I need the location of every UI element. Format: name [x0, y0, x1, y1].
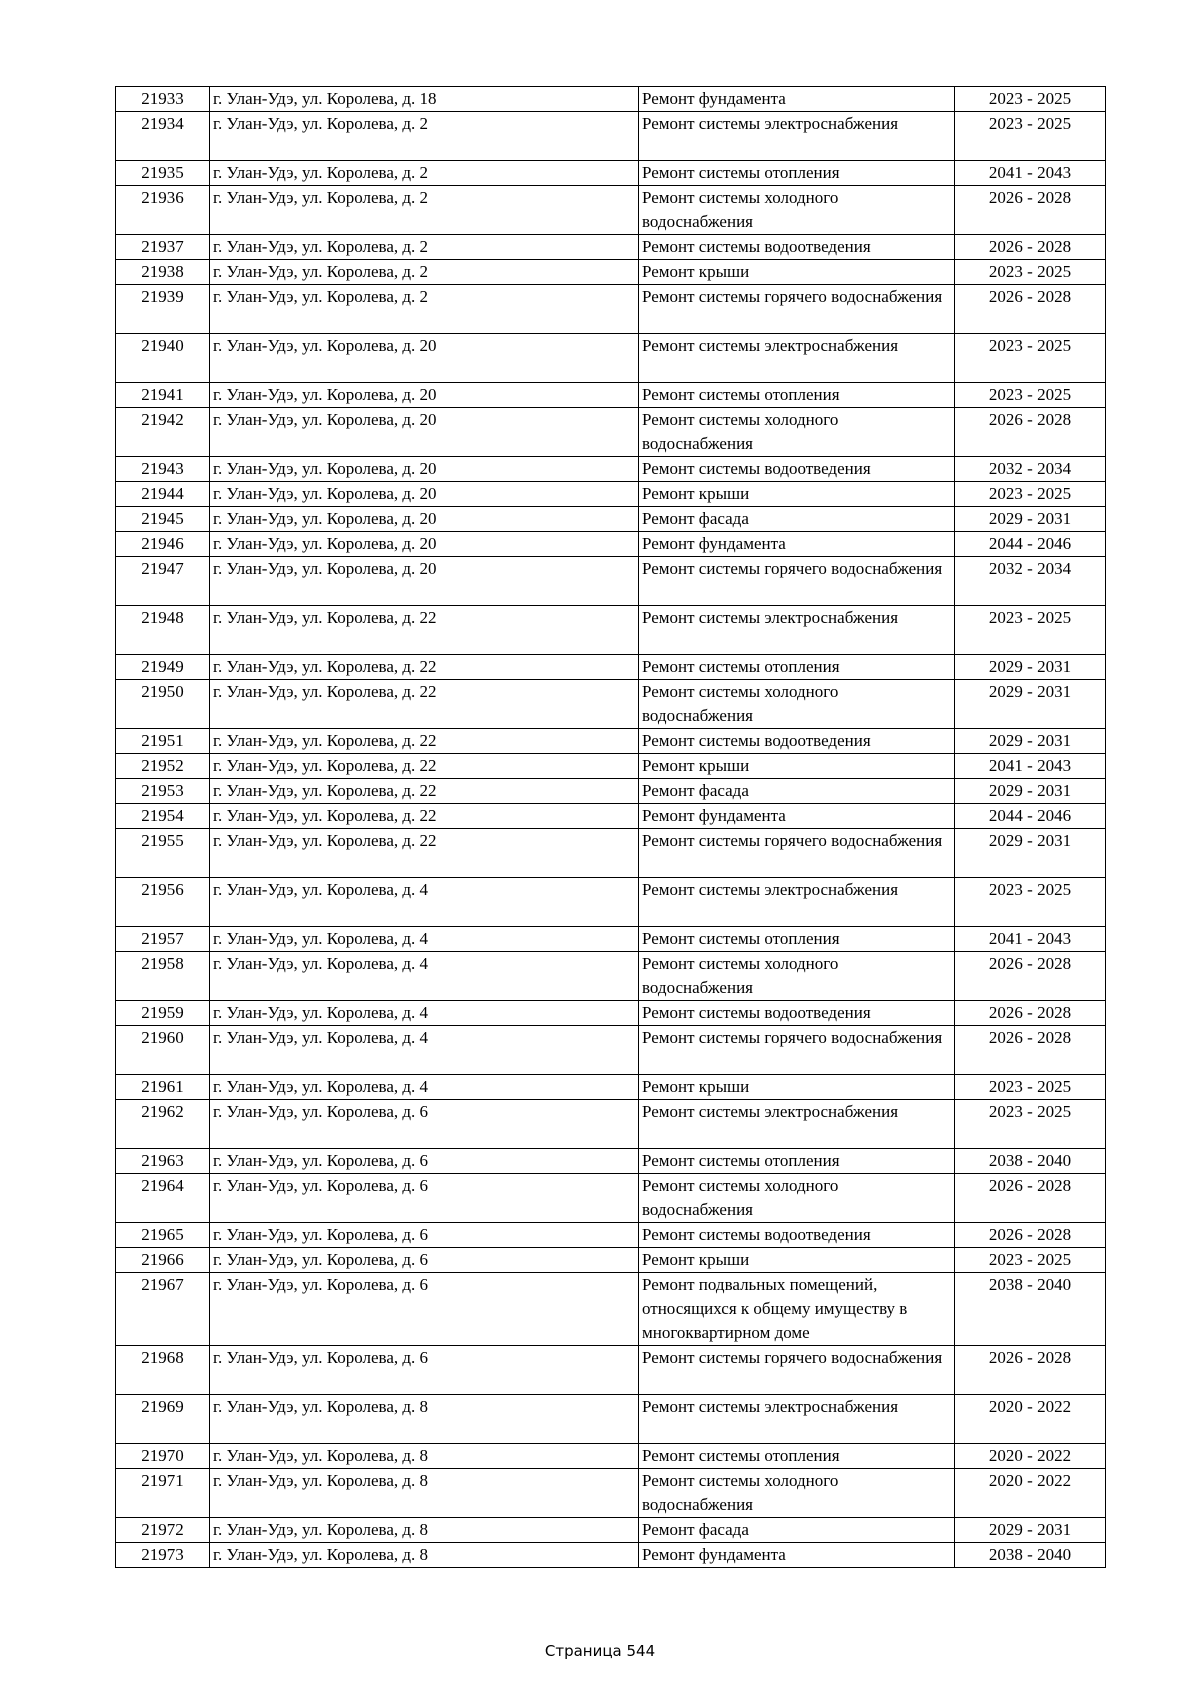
row-address: г. Улан-Удэ, ул. Королева, д. 22 — [210, 606, 639, 655]
row-period: 2038 - 2040 — [955, 1543, 1106, 1568]
row-work-type: Ремонт системы холодного водоснабжения — [639, 680, 955, 729]
table-row — [116, 606, 1106, 655]
row-period: 2041 - 2043 — [955, 927, 1106, 952]
row-work-type: Ремонт системы водоотведения — [639, 1223, 955, 1248]
row-work-type: Ремонт подвальных помещений, относящихся к общему имуществу в многоквартирном доме — [639, 1273, 955, 1346]
row-number: 21954 — [116, 804, 210, 829]
row-number: 21934 — [116, 112, 210, 161]
row-address: г. Улан-Удэ, ул. Королева, д. 22 — [210, 680, 639, 729]
row-address: г. Улан-Удэ, ул. Королева, д. 2 — [210, 112, 639, 161]
repair-schedule-table — [115, 86, 1106, 1568]
row-address: г. Улан-Удэ, ул. Королева, д. 8 — [210, 1518, 639, 1543]
table-row — [116, 1001, 1106, 1026]
row-work-type: Ремонт системы электроснабжения — [639, 606, 955, 655]
row-address: г. Улан-Удэ, ул. Королева, д. 6 — [210, 1149, 639, 1174]
row-work-type: Ремонт системы электроснабжения — [639, 878, 955, 927]
row-work-type: Ремонт системы отопления — [639, 655, 955, 680]
row-period: 2023 - 2025 — [955, 878, 1106, 927]
row-period: 2023 - 2025 — [955, 606, 1106, 655]
row-work-type: Ремонт фасада — [639, 1518, 955, 1543]
row-period: 2026 - 2028 — [955, 952, 1106, 1001]
row-period: 2023 - 2025 — [955, 112, 1106, 161]
row-period: 2023 - 2025 — [955, 1100, 1106, 1149]
row-number: 21967 — [116, 1273, 210, 1346]
row-period: 2041 - 2043 — [955, 161, 1106, 186]
row-address: г. Улан-Удэ, ул. Королева, д. 20 — [210, 334, 639, 383]
row-address: г. Улан-Удэ, ул. Королева, д. 2 — [210, 285, 639, 334]
row-address: г. Улан-Удэ, ул. Королева, д. 4 — [210, 1075, 639, 1100]
row-work-type: Ремонт системы отопления — [639, 1149, 955, 1174]
row-address: г. Улан-Удэ, ул. Королева, д. 2 — [210, 235, 639, 260]
row-period: 2023 - 2025 — [955, 1248, 1106, 1273]
row-work-type: Ремонт фасада — [639, 507, 955, 532]
row-period: 2026 - 2028 — [955, 1174, 1106, 1223]
row-work-type: Ремонт системы электроснабжения — [639, 112, 955, 161]
row-address: г. Улан-Удэ, ул. Королева, д. 20 — [210, 383, 639, 408]
row-work-type: Ремонт системы холодного водоснабжения — [639, 1174, 955, 1223]
row-number: 21961 — [116, 1075, 210, 1100]
row-address: г. Улан-Удэ, ул. Королева, д. 20 — [210, 457, 639, 482]
table-row — [116, 87, 1106, 112]
row-work-type: Ремонт крыши — [639, 482, 955, 507]
row-period: 2020 - 2022 — [955, 1444, 1106, 1469]
row-period: 2026 - 2028 — [955, 1223, 1106, 1248]
row-number: 21951 — [116, 729, 210, 754]
row-period: 2023 - 2025 — [955, 383, 1106, 408]
table-row — [116, 161, 1106, 186]
row-number: 21958 — [116, 952, 210, 1001]
row-work-type: Ремонт крыши — [639, 260, 955, 285]
table-row — [116, 1026, 1106, 1075]
table-row — [116, 112, 1106, 161]
row-period: 2029 - 2031 — [955, 1518, 1106, 1543]
row-number: 21970 — [116, 1444, 210, 1469]
row-number: 21963 — [116, 1149, 210, 1174]
row-number: 21952 — [116, 754, 210, 779]
row-address: г. Улан-Удэ, ул. Королева, д. 22 — [210, 655, 639, 680]
row-work-type: Ремонт системы отопления — [639, 927, 955, 952]
row-number: 21972 — [116, 1518, 210, 1543]
row-number: 21937 — [116, 235, 210, 260]
row-number: 21939 — [116, 285, 210, 334]
row-number: 21959 — [116, 1001, 210, 1026]
table-row — [116, 1248, 1106, 1273]
row-period: 2029 - 2031 — [955, 680, 1106, 729]
row-work-type: Ремонт системы электроснабжения — [639, 1100, 955, 1149]
row-period: 2023 - 2025 — [955, 1075, 1106, 1100]
row-period: 2032 - 2034 — [955, 457, 1106, 482]
row-number: 21945 — [116, 507, 210, 532]
row-number: 21953 — [116, 779, 210, 804]
table-row — [116, 1444, 1106, 1469]
row-number: 21948 — [116, 606, 210, 655]
row-number: 21946 — [116, 532, 210, 557]
row-address: г. Улан-Удэ, ул. Королева, д. 8 — [210, 1395, 639, 1444]
row-work-type: Ремонт фасада — [639, 779, 955, 804]
row-address: г. Улан-Удэ, ул. Королева, д. 6 — [210, 1248, 639, 1273]
table-row — [116, 878, 1106, 927]
row-work-type: Ремонт крыши — [639, 1075, 955, 1100]
table-row — [116, 655, 1106, 680]
row-address: г. Улан-Удэ, ул. Королева, д. 22 — [210, 729, 639, 754]
table-row — [116, 285, 1106, 334]
row-number: 21968 — [116, 1346, 210, 1395]
row-number: 21947 — [116, 557, 210, 606]
row-number: 21957 — [116, 927, 210, 952]
row-work-type: Ремонт фундамента — [639, 87, 955, 112]
table-row — [116, 1469, 1106, 1518]
row-work-type: Ремонт системы электроснабжения — [639, 334, 955, 383]
row-number: 21955 — [116, 829, 210, 878]
row-period: 2041 - 2043 — [955, 754, 1106, 779]
table-row — [116, 1273, 1106, 1346]
row-work-type: Ремонт системы водоотведения — [639, 1001, 955, 1026]
row-period: 2026 - 2028 — [955, 186, 1106, 235]
row-work-type: Ремонт системы холодного водоснабжения — [639, 186, 955, 235]
row-address: г. Улан-Удэ, ул. Королева, д. 6 — [210, 1273, 639, 1346]
table-row — [116, 557, 1106, 606]
table-row — [116, 532, 1106, 557]
row-number: 21964 — [116, 1174, 210, 1223]
row-number: 21942 — [116, 408, 210, 457]
row-address: г. Улан-Удэ, ул. Королева, д. 2 — [210, 260, 639, 285]
row-address: г. Улан-Удэ, ул. Королева, д. 8 — [210, 1543, 639, 1568]
table-row — [116, 408, 1106, 457]
row-number: 21966 — [116, 1248, 210, 1273]
row-period: 2023 - 2025 — [955, 87, 1106, 112]
row-address: г. Улан-Удэ, ул. Королева, д. 6 — [210, 1100, 639, 1149]
row-address: г. Улан-Удэ, ул. Королева, д. 22 — [210, 804, 639, 829]
table-row — [116, 1395, 1106, 1444]
table-row — [116, 729, 1106, 754]
row-address: г. Улан-Удэ, ул. Королева, д. 6 — [210, 1174, 639, 1223]
row-work-type: Ремонт системы водоотведения — [639, 729, 955, 754]
row-work-type: Ремонт системы горячего водоснабжения — [639, 1026, 955, 1075]
row-work-type: Ремонт системы водоотведения — [639, 235, 955, 260]
row-work-type: Ремонт системы горячего водоснабжения — [639, 285, 955, 334]
table-row — [116, 1346, 1106, 1395]
row-work-type: Ремонт фундамента — [639, 532, 955, 557]
row-number: 21949 — [116, 655, 210, 680]
row-period: 2032 - 2034 — [955, 557, 1106, 606]
row-address: г. Улан-Удэ, ул. Королева, д. 22 — [210, 829, 639, 878]
row-work-type: Ремонт системы горячего водоснабжения — [639, 1346, 955, 1395]
row-number: 21950 — [116, 680, 210, 729]
repair-schedule-body — [116, 87, 1106, 1568]
row-number: 21936 — [116, 186, 210, 235]
row-period: 2020 - 2022 — [955, 1395, 1106, 1444]
row-period: 2026 - 2028 — [955, 1001, 1106, 1026]
row-period: 2023 - 2025 — [955, 260, 1106, 285]
table-row — [116, 754, 1106, 779]
table-row — [116, 927, 1106, 952]
row-address: г. Улан-Удэ, ул. Королева, д. 20 — [210, 507, 639, 532]
table-row — [116, 457, 1106, 482]
row-period: 2029 - 2031 — [955, 729, 1106, 754]
row-work-type: Ремонт крыши — [639, 1248, 955, 1273]
row-address: г. Улан-Удэ, ул. Королева, д. 20 — [210, 532, 639, 557]
row-period: 2029 - 2031 — [955, 655, 1106, 680]
row-number: 21971 — [116, 1469, 210, 1518]
table-row — [116, 1100, 1106, 1149]
row-address: г. Улан-Удэ, ул. Королева, д. 4 — [210, 1001, 639, 1026]
row-period: 2029 - 2031 — [955, 829, 1106, 878]
row-number: 21962 — [116, 1100, 210, 1149]
row-address: г. Улан-Удэ, ул. Королева, д. 8 — [210, 1469, 639, 1518]
table-row — [116, 334, 1106, 383]
row-address: г. Улан-Удэ, ул. Королева, д. 6 — [210, 1223, 639, 1248]
row-number: 21973 — [116, 1543, 210, 1568]
row-address: г. Улан-Удэ, ул. Королева, д. 20 — [210, 482, 639, 507]
row-work-type: Ремонт системы горячего водоснабжения — [639, 557, 955, 606]
row-number: 21938 — [116, 260, 210, 285]
row-work-type: Ремонт системы водоотведения — [639, 457, 955, 482]
table-row — [116, 1543, 1106, 1568]
table-row — [116, 482, 1106, 507]
row-period: 2023 - 2025 — [955, 334, 1106, 383]
row-period: 2026 - 2028 — [955, 1346, 1106, 1395]
row-address: г. Улан-Удэ, ул. Королева, д. 22 — [210, 754, 639, 779]
row-address: г. Улан-Удэ, ул. Королева, д. 4 — [210, 878, 639, 927]
row-number: 21940 — [116, 334, 210, 383]
row-period: 2038 - 2040 — [955, 1149, 1106, 1174]
table-row — [116, 829, 1106, 878]
row-period: 2029 - 2031 — [955, 779, 1106, 804]
row-period: 2044 - 2046 — [955, 804, 1106, 829]
table-row — [116, 1174, 1106, 1223]
row-period: 2029 - 2031 — [955, 507, 1106, 532]
row-work-type: Ремонт системы отопления — [639, 161, 955, 186]
row-period: 2038 - 2040 — [955, 1273, 1106, 1346]
page-number: Страница 544 — [544, 1642, 656, 1660]
row-address: г. Улан-Удэ, ул. Королева, д. 2 — [210, 161, 639, 186]
row-address: г. Улан-Удэ, ул. Королева, д. 18 — [210, 87, 639, 112]
row-address: г. Улан-Удэ, ул. Королева, д. 4 — [210, 952, 639, 1001]
row-number: 21943 — [116, 457, 210, 482]
row-period: 2026 - 2028 — [955, 235, 1106, 260]
row-address: г. Улан-Удэ, ул. Королева, д. 20 — [210, 408, 639, 457]
row-work-type: Ремонт системы отопления — [639, 1444, 955, 1469]
table-row — [116, 1075, 1106, 1100]
table-row — [116, 804, 1106, 829]
table-row — [116, 507, 1106, 532]
row-period: 2020 - 2022 — [955, 1469, 1106, 1518]
table-row — [116, 1518, 1106, 1543]
row-work-type: Ремонт системы холодного водоснабжения — [639, 1469, 955, 1518]
row-address: г. Улан-Удэ, ул. Королева, д. 20 — [210, 557, 639, 606]
row-work-type: Ремонт системы горячего водоснабжения — [639, 829, 955, 878]
table-row — [116, 260, 1106, 285]
table-row — [116, 1223, 1106, 1248]
table-row — [116, 235, 1106, 260]
row-work-type: Ремонт фундамента — [639, 1543, 955, 1568]
row-period: 2026 - 2028 — [955, 285, 1106, 334]
row-period: 2026 - 2028 — [955, 1026, 1106, 1075]
row-number: 21941 — [116, 383, 210, 408]
row-work-type: Ремонт системы электроснабжения — [639, 1395, 955, 1444]
row-address: г. Улан-Удэ, ул. Королева, д. 2 — [210, 186, 639, 235]
row-number: 21965 — [116, 1223, 210, 1248]
row-work-type: Ремонт крыши — [639, 754, 955, 779]
row-address: г. Улан-Удэ, ул. Королева, д. 22 — [210, 779, 639, 804]
row-address: г. Улан-Удэ, ул. Королева, д. 8 — [210, 1444, 639, 1469]
row-work-type: Ремонт системы холодного водоснабжения — [639, 408, 955, 457]
row-period: 2026 - 2028 — [955, 408, 1106, 457]
row-number: 21969 — [116, 1395, 210, 1444]
table-row — [116, 1149, 1106, 1174]
row-number: 21944 — [116, 482, 210, 507]
table-row — [116, 680, 1106, 729]
table-row — [116, 186, 1106, 235]
row-work-type: Ремонт системы холодного водоснабжения — [639, 952, 955, 1001]
row-address: г. Улан-Удэ, ул. Королева, д. 4 — [210, 927, 639, 952]
row-number: 21960 — [116, 1026, 210, 1075]
row-period: 2044 - 2046 — [955, 532, 1106, 557]
row-work-type: Ремонт системы отопления — [639, 383, 955, 408]
row-period: 2023 - 2025 — [955, 482, 1106, 507]
row-number: 21935 — [116, 161, 210, 186]
table-row — [116, 779, 1106, 804]
row-number: 21933 — [116, 87, 210, 112]
row-number: 21956 — [116, 878, 210, 927]
row-address: г. Улан-Удэ, ул. Королева, д. 6 — [210, 1346, 639, 1395]
row-address: г. Улан-Удэ, ул. Королева, д. 4 — [210, 1026, 639, 1075]
table-row — [116, 952, 1106, 1001]
table-row — [116, 383, 1106, 408]
row-work-type: Ремонт фундамента — [639, 804, 955, 829]
